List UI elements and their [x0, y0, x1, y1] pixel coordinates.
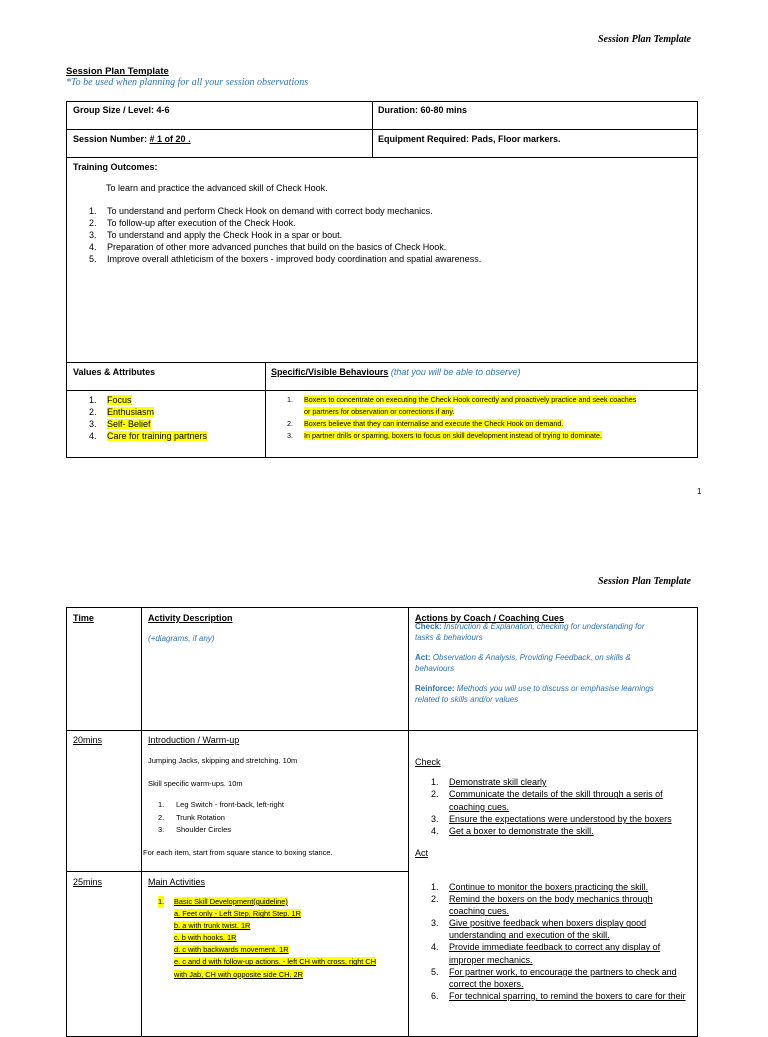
session-number-label: Session Number:	[73, 134, 148, 144]
row2-time: 25mins	[73, 877, 103, 887]
table-divider	[66, 157, 698, 158]
list-item-continued: or partners for observation or corrections if any.	[304, 407, 455, 416]
list-item-continued: coaching cues.	[449, 906, 510, 917]
row1-footer: For each item, start from square stance to boxing stance.	[143, 848, 333, 857]
document-subtitle: *To be used when planning for all your session observations	[66, 77, 309, 88]
list-item: 5. For partner work, to encourage the partners to check and	[431, 966, 677, 977]
list-item: e. c and d with follow-up actions. - left CH with cross, right CH	[174, 957, 377, 967]
list-item: 4. Care for training partners	[89, 431, 208, 441]
list-item: 2. To follow-up after execution of the Check Hook.	[89, 218, 296, 228]
list-item-continued: with Jab, CH with opposite side CH. 2R	[174, 969, 303, 979]
check-heading: Check	[415, 757, 441, 767]
list-item: 4. Get a boxer to demonstrate the skill.	[431, 826, 594, 837]
values-header: Values & Attributes	[73, 367, 156, 377]
list-item: 1. Boxers to concentrate on executing the Check Hook correctly and proactively practice and seek coaches	[287, 395, 637, 404]
table-divider	[408, 607, 409, 1037]
document-title: Session Plan Template	[66, 66, 169, 77]
actions-legend: Check: Instruction & Explanation, checking for understanding for tasks & behaviours Act: Observation & Analysis, Providing Feedback, on skills & behaviours Reinforce: Methods you will use to discuss or emphasise learnings related to skills and/or values	[415, 622, 654, 704]
row1-time: 20mins	[73, 735, 103, 745]
col-time-header: Time	[73, 613, 94, 623]
list-item: b. a with trunk twist. 1R	[174, 921, 251, 931]
list-item: 6. For technical sparring, to remind the boxers to care for their	[431, 990, 686, 1001]
list-item: 1. Leg Switch - front-back, left-right	[158, 800, 284, 809]
training-outcomes-list	[89, 205, 689, 265]
list-item: a. Feet only - Left Step, Right Step. 1R	[174, 909, 301, 919]
list-item-continued: understanding and execution of the skill.	[449, 930, 610, 941]
list-item: 2. Enthusiasm	[89, 407, 155, 417]
list-item: 2. Trunk Rotation	[158, 812, 225, 822]
list-item: 3. To understand and apply the Check Hook in a spar or bout.	[89, 230, 343, 240]
table-divider	[66, 730, 698, 731]
session-number-field	[73, 133, 191, 145]
list-item: c. b with hooks. 1R	[174, 933, 237, 943]
row1-line2: Skill specific warm-ups. 10m	[148, 779, 243, 788]
list-item: 4. Provide immediate feedback to correct any display of	[431, 942, 661, 953]
act-heading: Act	[415, 848, 429, 858]
col-actions-header: Actions by Coach / Coaching Cues	[415, 613, 565, 623]
row2-title: Main Activities	[148, 877, 206, 887]
table-divider	[66, 362, 698, 363]
check-list	[431, 776, 693, 837]
list-item: 3. Give positive feedback when boxers display good	[431, 918, 647, 929]
equipment-field: Equipment Required: Pads, Floor markers.	[378, 134, 561, 144]
row1-line1: Jumping Jacks, skipping and stretching. 10m	[148, 756, 298, 765]
page-number: 1	[697, 487, 702, 496]
col-activity-header: Activity Description	[148, 613, 233, 623]
list-item-continued: correct the boxers.	[449, 978, 524, 989]
training-outcomes-label: Training Outcomes:	[73, 162, 158, 172]
main-activities-list	[158, 896, 406, 981]
list-item: 1. Basic Skill Development(guideline)	[158, 896, 406, 908]
group-size-field: Group Size / Level: 4-6	[73, 105, 170, 115]
list-item-continued: coaching cues.	[449, 801, 510, 812]
list-item: 5. Improve overall athleticism of the boxers - improved body coordination and spatial awareness.	[89, 254, 482, 264]
running-header: Session Plan Template	[598, 34, 691, 45]
list-item: 3. Self- Belief	[89, 419, 151, 429]
behaviours-list	[287, 394, 695, 442]
training-intro: To learn and practice the advanced skill of Check Hook.	[106, 183, 328, 193]
list-item: 2. Communicate the details of the skill through a seris of	[431, 789, 663, 800]
table-divider	[66, 129, 698, 130]
session-number-value: # 1 of 20 .	[149, 134, 191, 144]
list-item: 2. Remind the boxers on the body mechanics through	[431, 894, 653, 905]
list-item: 3. Ensure the expectations were understood by the boxers	[431, 813, 672, 824]
act-list	[431, 881, 696, 1002]
running-header: Session Plan Template	[598, 576, 691, 587]
table-divider	[66, 390, 698, 391]
table-divider	[141, 607, 142, 1037]
duration-field: Duration: 60-80 mins	[378, 105, 468, 115]
col-activity-note: (+diagrams, if any)	[148, 634, 215, 643]
table-divider	[66, 871, 408, 872]
row1-title: Introduction / Warm-up	[148, 735, 240, 745]
list-item-continued: improper mechanics.	[449, 954, 533, 965]
table-divider	[265, 362, 266, 458]
list-item: 3. Shoulder Circles	[158, 825, 232, 834]
list-item: 4. Preparation of other more advanced punches that build on the basics of Check Hook.	[89, 242, 447, 252]
list-item: 3. In partner drills or sparring, boxers to focus on skill development instead of trying to dominate.	[287, 431, 603, 440]
table-divider	[372, 101, 373, 157]
behaviours-header: Specific/Visible Behaviours (that you will be able to observe)	[271, 367, 521, 377]
values-list	[89, 394, 259, 442]
list-item: 1. To understand and perform Check Hook on demand with correct body mechanics.	[89, 206, 433, 216]
list-item: 1. Continue to monitor the boxers practicing the skill.	[431, 882, 649, 892]
list-item: 1. Focus	[89, 395, 132, 405]
list-item: 2. Boxers believe that they can internalise and execute the Check Hook on demand.	[287, 419, 564, 428]
list-item: 1. Demonstrate skill clearly	[431, 777, 547, 787]
warmup-list	[158, 799, 284, 837]
list-item: d. c with backwards movement. 1R	[174, 945, 289, 955]
